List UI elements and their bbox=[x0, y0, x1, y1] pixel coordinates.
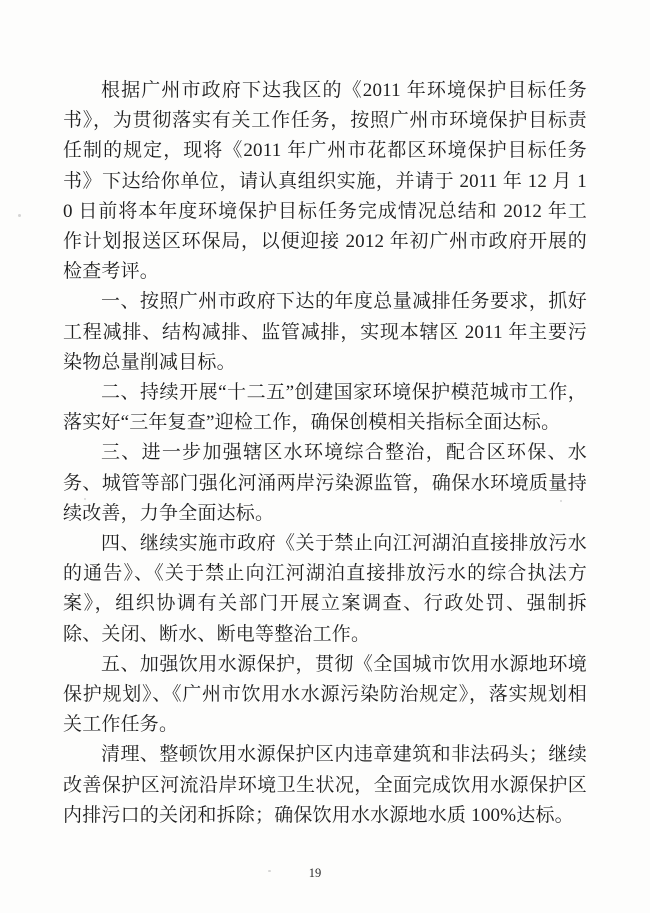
page-number: 19 bbox=[308, 866, 322, 880]
paragraph-item-5: 五、加强饮用水源保护，贯彻《全国城市饮用水源地环境保护规划》、《广州市饮用水水源污染防治规定》，落实规划相关工作任务。 bbox=[63, 653, 587, 736]
paragraph-item-1: 一、按照广州市政府下达的年度总量减排任务要求，抓好工程减排、结构减排、监管减排，实现本辖区 2011 年主要污染物总量削减目标。 bbox=[63, 291, 587, 373]
scan-speck bbox=[84, 498, 86, 500]
paragraph-item-5-cont: 清理、整顿饮用水源保护区内违章建筑和非法码头；继续改善保护区河流沿岸环境卫生状况，全面完成饮用水源保护区内排污口的关闭和拆除；确保饮用水水源地水质 100%达标。 bbox=[63, 744, 587, 826]
paragraph-item-2: 二、持续开展“十二五”创建国家环境保护模范城市工作，落实好“三年复查”迎检工作，确保创模相关指标全面达标。 bbox=[63, 382, 587, 434]
scan-speck bbox=[268, 870, 271, 872]
paragraph-intro: 根据广州市政府下达我区的《2011 年环境保护目标任务书》，为贯彻落实有关工作任务，按照广州市环境保护目标责任制的规定，现将《2011 年广州市花都区环境保护目标任务书》下达给你单位，请认真组织实施，并请于 2011 年 12 月 10 日前将本年度环境保护目标任务完成情况总结和 2012 年工作计划报送区环保局，以便迎接 2012 年初广州市政府开展的检查考评。 bbox=[63, 80, 587, 283]
paragraph-item-3: 三、进一步加强辖区水环境综合整治，配合区环保、水务、城管等部门强化河涌两岸污染源监管，确保水环境质量持续改善，力争全面达标。 bbox=[63, 442, 587, 524]
paragraph-item-4: 四、继续实施市政府《关于禁止向江河湖泊直接排放污水的通告》、《关于禁止向江河湖泊直接排放污水的综合执法方案》，组织协调有关部门开展立案调查、行政处罚、强制拆除、关闭、断水、断电等整治工作。 bbox=[63, 533, 587, 645]
document-body bbox=[63, 76, 587, 831]
scan-speck bbox=[560, 500, 562, 502]
scan-speck bbox=[18, 214, 21, 217]
